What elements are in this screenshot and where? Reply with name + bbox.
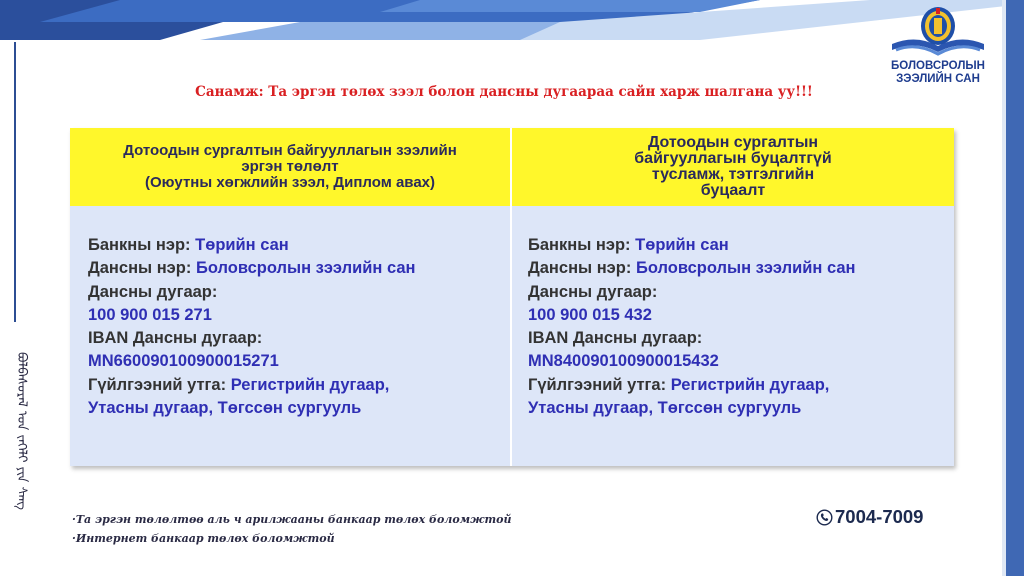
purpose-continuation: Утасны дугаар, Төгссөн сургууль: [88, 399, 362, 418]
heading-line: байгууллагын буцалтгүй: [634, 150, 832, 167]
heading-line: эргэн төлөлт: [241, 158, 339, 175]
heading-line: Дотоодын сургалтын байгууллагын зээлийн: [123, 142, 457, 159]
account-number: 100 900 015 432: [528, 305, 652, 324]
column-divider: [510, 128, 512, 466]
account-number: 100 900 015 271: [88, 305, 212, 324]
account-number-label: Дансны дугаар:: [528, 282, 658, 301]
purpose-continuation: Утасны дугаар, Төгссөн сургууль: [528, 399, 802, 418]
education-loan-fund-logo: [886, 4, 990, 58]
iban-label: IBAN Дансны дугаар:: [88, 329, 263, 348]
heading-line: буцаалт: [700, 182, 766, 199]
account-name-row: Дансны нэр: Боловсролын зээлийн сан: [88, 259, 416, 278]
top-banner-decoration: [0, 0, 1024, 40]
loan-repayment-details: [88, 234, 415, 420]
bank-name-row: Банкны нэр: Төрийн сан: [528, 236, 729, 254]
purpose-row: Гүйлгээний утга: Регистрийн дугаар,: [88, 375, 390, 394]
iban-number: MN840090100900015432: [528, 352, 719, 371]
mongolian-script-title: [8, 350, 38, 565]
column-heading-grant-refund: [512, 128, 954, 206]
heading-line: Дотоодын сургалтын: [647, 134, 819, 151]
bank-name-row: Банкны нэр: Төрийн сан: [88, 236, 289, 254]
fund-name-line1: БОЛОВСРОЛЫН: [891, 60, 985, 72]
column-heading-loan-repayment: [70, 128, 510, 206]
account-number-label: Дансны дугаар:: [88, 282, 218, 301]
hotline-number[interactable]: 7004-7009: [835, 506, 924, 527]
hotline: [816, 506, 923, 528]
phone-icon: [816, 509, 833, 526]
iban-label: IBAN Дансны дугаар:: [528, 329, 703, 348]
account-name-row: Дансны нэр: Боловсролын зээлийн сан: [528, 259, 856, 278]
svg-text:ᠪᠣᠯᠪᠠᠰᠤᠷᠠᠯ ᠤᠨ ᠵᠡᠭᠡᠯᠢ ᠶᠢᠨ ᠰᠠᠩ: ᠪᠣᠯᠪᠠᠰᠤᠷᠠᠯ ᠤᠨ ᠵᠡᠭᠡᠯᠢ ᠶᠢᠨ ᠰᠠᠩ: [14, 352, 29, 510]
purpose-row: Гүйлгээний утга: Регистрийн дугаар,: [528, 375, 830, 394]
left-vertical-rule: [14, 42, 16, 322]
heading-line: (Оюутны хөгжлийн зээл, Диплом авах): [144, 174, 436, 191]
footer-note-any-bank: ·Та эргэн төлөлтөө аль ч арилжааны банкаар төлөх боломжтой: [72, 513, 512, 526]
fund-name-line2: ЗЭЭЛИЙН САН: [896, 73, 980, 85]
heading-line: тусламж, тэтгэлгийн: [651, 166, 815, 183]
fund-name: [878, 60, 998, 86]
warning-notice: Санамж: Та эргэн төлөх зээл болон дансны дугаараа сайн харж шалгана уу!!!: [195, 84, 813, 100]
grant-refund-details: [528, 234, 855, 420]
footer-note-internet-bank: ·Интернет банкаар төлөх боломжтой: [72, 532, 335, 545]
payment-accounts-table: [70, 128, 954, 466]
right-frame: [1006, 0, 1024, 576]
iban-number: MN660090100900015271: [88, 352, 279, 371]
